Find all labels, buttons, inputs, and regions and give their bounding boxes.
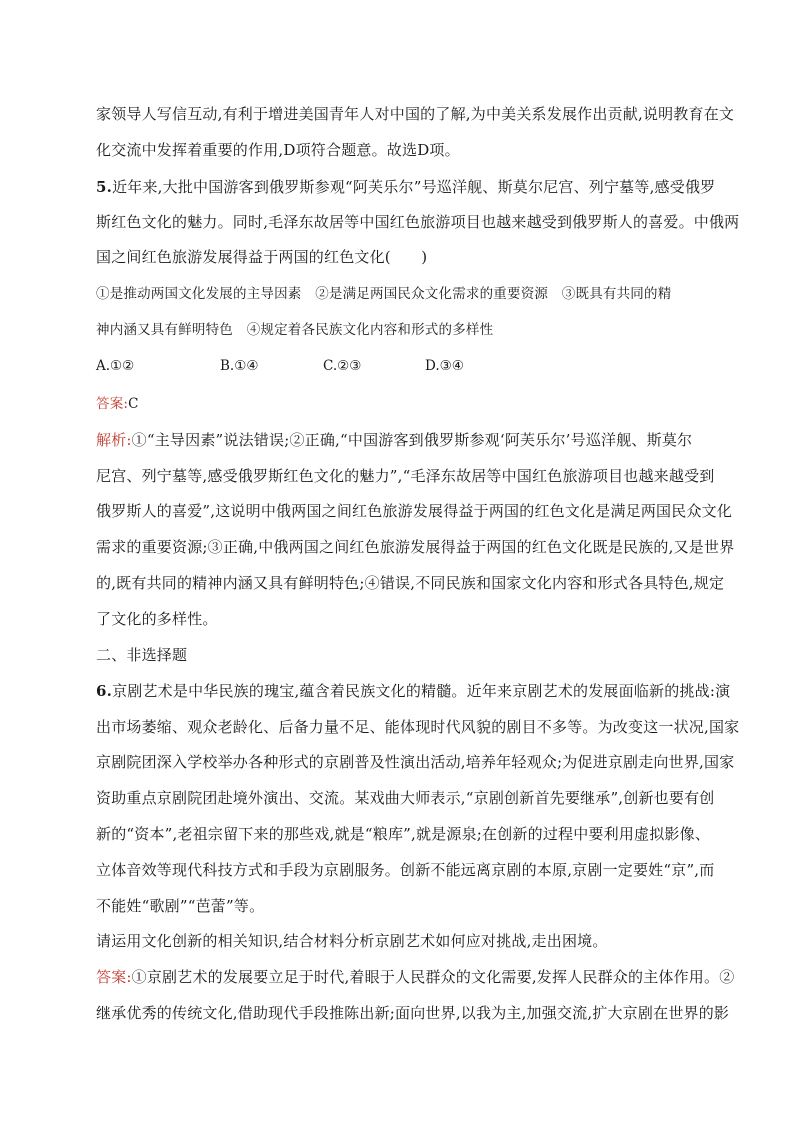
option-a: A.①② — [96, 358, 135, 374]
text-line: 的,既有共同的精神内涵又具有鲜明特色;④错误,不同民族和国家文化内容和形式各具特色,规定 — [96, 574, 725, 592]
text-line: 继承优秀的传统文化,借助现代手段推陈出新;面向世界,以我为主,加强交流,扩大京剧在世界的影 — [96, 1004, 730, 1022]
question-prompt: 请运用文化创新的相关知识,结合材料分析京剧艺术如何应对挑战,走出困境。 — [96, 932, 608, 950]
text-line: 了文化的多样性。 — [96, 610, 218, 628]
text-line: 新的“资本”,老祖宗留下来的那些戏,就是“粮库”,就是源泉;在创新的过程中要利用虚拟影像、 — [96, 825, 711, 843]
analysis-line: 解析:①“主导因素”说法错误;②正确,“中国游客到俄罗斯参观‘阿芙乐尔’号巡洋舰、斯莫尔 — [96, 431, 693, 449]
text-line: 国之间红色旅游发展得益于两国的红色文化( ) — [96, 248, 428, 266]
choice-line: ①是推动两国文化发展的主导因素 ②是满足两国民众文化需求的重要资源 ③既具有共同的精 — [96, 286, 672, 302]
option-c: C.②③ — [323, 358, 362, 374]
text-line: 尼宫、列宁墓等,感受俄罗斯红色文化的魅力”,“毛泽东故居等中国红色旅游项目也越来越受到 — [96, 467, 715, 485]
question-number: 6. — [96, 682, 113, 700]
text-line: 化交流中发挥着重要的作用,D项符合题意。故选D项。 — [96, 141, 460, 159]
question-6-line: 6.京剧艺术是中华民族的瑰宝,蕴含着民族文化的精髓。近年来京剧艺术的发展面临新的挑战:演 — [96, 682, 731, 700]
text-line: 资助重点京剧院团赴境外演出、交流。某戏曲大师表示,“京剧创新首先要继承”,创新也要有创 — [96, 789, 715, 807]
answer-label: 答案: — [96, 396, 129, 412]
answer-line: 答案:①京剧艺术的发展要立足于时代,着眼于人民群众的文化需要,发挥人民群众的主体作用。② — [96, 968, 735, 986]
text-line: 不能姓“歌剧”“芭蕾”等。 — [96, 897, 265, 915]
option-d: D.③④ — [425, 358, 464, 374]
text-line: 出市场萎缩、观众老龄化、后备力量不足、能体现时代风貌的剧目不多等。为改变这一状况,国家 — [96, 718, 740, 736]
text-line: 俄罗斯人的喜爱”,这说明中俄两国之间红色旅游发展得益于两国的红色文化是满足两国民众文化 — [96, 502, 733, 520]
text-line: 立体音效等现代科技方式和手段为京剧服务。创新不能远离京剧的本原,京剧一定要姓“京”,而 — [96, 861, 715, 879]
answer-label: 答案: — [96, 968, 132, 986]
choice-line: 神内涵又具有鲜明特色 ④规定着各民族文化内容和形式的多样性 — [96, 322, 494, 338]
question-number: 5. — [96, 178, 113, 196]
answer-line — [96, 394, 706, 414]
question-5-line: 5.近年来,大批中国游客到俄罗斯参观“阿芙乐尔”号巡洋舰、斯莫尔尼宫、列宁墓等,感受俄罗 — [96, 178, 716, 196]
text-line: 家领导人写信互动,有利于增进美国青年人对中国的了解,为中美关系发展作出贡献,说明教育在文 — [96, 105, 735, 123]
option-b: B.①④ — [220, 358, 259, 374]
answer-value: C — [128, 396, 139, 412]
section-heading: 二、非选择题 — [96, 646, 188, 664]
text-line: 斯红色文化的魅力。同时,毛泽东故居等中国红色旅游项目也越来越受到俄罗斯人的喜爱。中俄两 — [96, 213, 740, 231]
text-line: 京剧院团深入学校举办各种形式的京剧普及性演出活动,培养年轻观众;为促进京剧走向世界,国家 — [96, 753, 735, 771]
analysis-label: 解析: — [96, 431, 132, 449]
text-line: 需求的重要资源;③正确,中俄两国之间红色旅游发展得益于两国的红色文化既是民族的,又是世界 — [96, 538, 735, 556]
